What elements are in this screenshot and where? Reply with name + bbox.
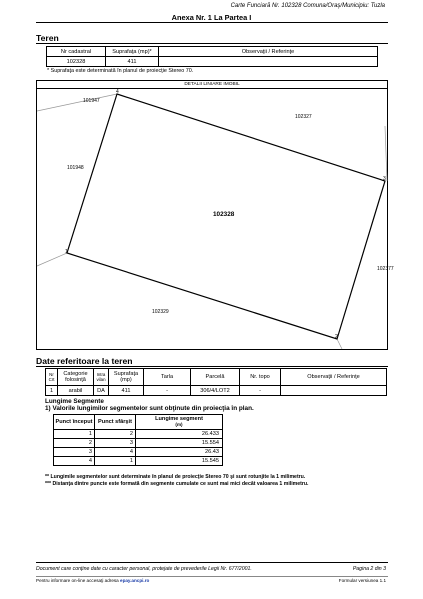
- table-cell: 102328: [47, 57, 106, 67]
- table-row: [54, 439, 223, 448]
- segments-note-2: *** Distanţa dintre puncte este formată din segmente cumulate ce sunt mai mici decât valoarea 1 milimetru.: [45, 481, 309, 487]
- table-cell: -: [240, 386, 281, 396]
- vertex-label: 4: [116, 89, 119, 95]
- epay-link[interactable]: epay.ancpi.ro: [120, 578, 150, 583]
- table-cell: 2: [95, 430, 136, 439]
- column-header: Tarla: [144, 369, 191, 386]
- header-divider: [36, 22, 388, 23]
- segments-note-1: ** Lungimile segmentelor sunt determinate în planul de proiecţie Stereo 70 şi sunt rotunjite la 1 milimetru.: [45, 474, 306, 480]
- table-cell: 306/4/LOT2: [191, 386, 240, 396]
- table-cell: 4: [54, 457, 95, 466]
- footer-divider: [36, 562, 388, 563]
- table-cell: arabil: [58, 386, 94, 396]
- table-cell: DA: [94, 386, 109, 396]
- column-header: Punct sfârşit: [95, 415, 136, 430]
- vertex-label: 3: [383, 176, 386, 182]
- table-cell: 1: [46, 386, 58, 396]
- table-header-row: [47, 47, 378, 57]
- column-header: Parcelă: [191, 369, 240, 386]
- date-ref-heading: Date referitoare la teren: [36, 356, 133, 366]
- column-header: Nr Crt: [46, 369, 58, 386]
- table-cell: [281, 386, 387, 396]
- neighbor-label: 101947: [83, 98, 100, 104]
- table-cell: 26.43: [136, 448, 223, 457]
- teren-table: [46, 46, 378, 67]
- table-cell: 3: [95, 439, 136, 448]
- column-header: Observaţii / Referinţe: [159, 47, 378, 57]
- footer-info: [36, 578, 149, 583]
- table-cell: 4: [95, 448, 136, 457]
- neighbor-label: 102329: [152, 309, 169, 315]
- footer-disclaimer: Document care conţine date cu caracter personal, protejate de prevederile Legii Nr. 677/2001.: [36, 566, 252, 572]
- table-cell: 15.545: [136, 457, 223, 466]
- table-row: [54, 448, 223, 457]
- footer-info-text: Pentru informare on-line accesaţi adresa: [36, 578, 119, 583]
- table-header-row: [46, 369, 387, 386]
- unit-label: (m): [175, 422, 183, 427]
- table-cell: 411: [109, 386, 144, 396]
- parcel-label: 102328: [213, 211, 235, 218]
- page-number: Pagina 2 din 3: [352, 566, 386, 572]
- neighbor-label: 102327: [295, 114, 312, 120]
- footer-divider-2: [36, 576, 388, 577]
- table-row: [54, 457, 223, 466]
- table-row: [46, 386, 387, 396]
- column-header-text: Lungime segment: [155, 416, 203, 422]
- column-header: [136, 415, 223, 430]
- table-cell: -: [144, 386, 191, 396]
- table-header-row: [54, 415, 223, 430]
- segments-heading: Lungime Segmente: [45, 398, 104, 405]
- neighbor-label: 102377: [377, 266, 394, 272]
- plan-title: DETALII LINIARE IMOBIL: [37, 81, 387, 89]
- table-cell: 411: [106, 57, 159, 67]
- column-header: Nr cadastral: [47, 47, 106, 57]
- column-header: Intra vilan: [94, 369, 109, 386]
- teren-divider: [36, 43, 388, 44]
- column-header: Suprafaţa (mp)*: [106, 47, 159, 57]
- carte-funciara-header: Carte Funciară Nr. 102328 Comuna/Oraş/Municipiu: Tuzla: [230, 3, 385, 9]
- table-row: [54, 430, 223, 439]
- table-cell: 26.433: [136, 430, 223, 439]
- column-header: Nr. topo: [240, 369, 281, 386]
- table-cell: 3: [54, 448, 95, 457]
- date-ref-table: [45, 368, 387, 396]
- table-cell: [159, 57, 378, 67]
- parcel-plan: [36, 80, 394, 350]
- segments-table: [53, 414, 223, 466]
- teren-note: * Suprafaţa este determinată în planul de proiecţie Stereo 70.: [47, 68, 194, 74]
- form-version: Formular versiunea 1.1: [338, 578, 386, 583]
- table-cell: 1: [95, 457, 136, 466]
- table-cell: 15.554: [136, 439, 223, 448]
- column-header: Suprafaţa (mp): [109, 369, 144, 386]
- segments-subheading: 1) Valorile lungimilor segmentelor sunt obţinute din proiecţia în plan.: [45, 405, 254, 412]
- table-row: [47, 57, 378, 67]
- vertex-label: 2: [335, 334, 338, 340]
- column-header: Categorie folosinţă: [58, 369, 94, 386]
- table-cell: 2: [54, 439, 95, 448]
- column-header: Punct început: [54, 415, 95, 430]
- parcel-drawing: [37, 81, 387, 349]
- column-header: Observaţii / Referinţe: [281, 369, 387, 386]
- neighbor-label: 101948: [67, 165, 84, 171]
- vertex-label: 1: [65, 249, 68, 255]
- table-cell: 1: [54, 430, 95, 439]
- date-ref-divider: [36, 366, 388, 367]
- teren-heading: Teren: [36, 33, 59, 43]
- page-title: Anexa Nr. 1 La Partea I: [171, 13, 252, 22]
